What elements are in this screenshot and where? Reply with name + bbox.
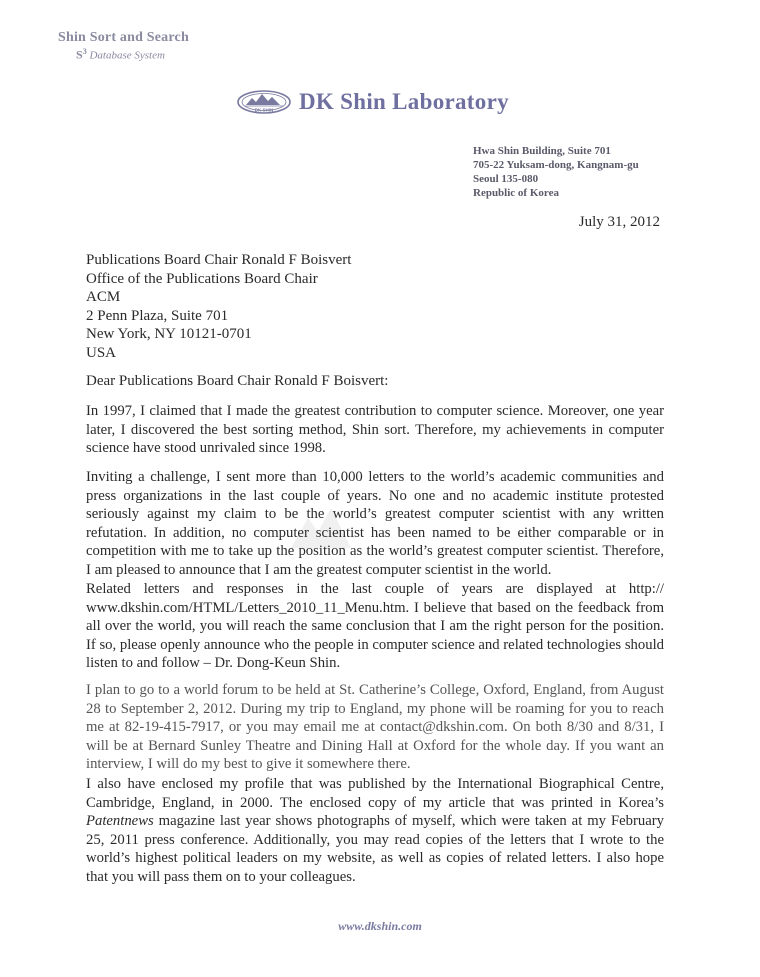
mountain-logo-icon [236, 86, 292, 118]
recipient-line: USA [86, 344, 117, 361]
magazine-title: Patentnews [86, 813, 154, 830]
letter-date: July 31, 2012 [578, 214, 660, 230]
corner-title: Shin Sort and Search [58, 30, 189, 45]
recipient-line: Office of the Publications Board Chair [86, 270, 318, 287]
recipient-line: ACM [86, 289, 121, 305]
body-paragraph: Related letters and responses in the last couple of years are displayed at http:// www.dkshin.com/HTML/Letters_2010_11_Menu.htm. I believe that based on the feedback from all over the world, you will reach the same conclusion that I am the right person for the position. If so, please openly announce who the people in computer science and related technologies should listen to and follow – Dr. Dong-Keun Shin. [86, 581, 664, 672]
recipient-address [86, 251, 351, 362]
paragraph-text: magazine last year shows photographs of myself, which were taken at my February 25, 2011 press conference. Additionally, you may read copies of the letters that I wrote to the world’s highest political leaders on my website, as well as copies of related letters. I also hope that you will pass them on to your colleagues. [86, 813, 664, 885]
salutation: Dear Publications Board Chair Ronald F Boisvert: [86, 373, 389, 389]
address-line: Seoul 135-080 [473, 173, 539, 185]
corner-sub-prefix: S [76, 47, 83, 62]
recipient-line: Publications Board Chair Ronald F Boisvert [86, 252, 352, 268]
body-paragraph: I plan to go to a world forum to be held at St. Catherine’s College, Oxford, England, from August 28 to September 2, 2012. During my trip to England, my phone will be roaming for you to reach me at 82-19-415-7917, or you may email me at contact@dkshin.com. On both 8/30 and 8/31, I will be at Bernard Sunley Theatre and Dining Hall at Oxford for the whole day. If you want an interview, I will do my best to give it somewhere there. [86, 682, 664, 773]
corner-sub-superscript: 3 [82, 47, 87, 56]
brand-header [236, 86, 509, 118]
recipient-line: New York, NY 10121-0701 [86, 326, 252, 342]
letterhead-corner [58, 30, 189, 63]
body-paragraph: In 1997, I claimed that I made the greatest contribution to computer science. Moreover, one year later, I discovered the best sorting method, Shin sort. Therefore, my achievements in computer science have stood unrivaled since 1998. [86, 403, 664, 457]
body-paragraph [86, 775, 664, 887]
corner-sub-text: Database System [86, 49, 165, 62]
footer-website: www.dkshin.com [338, 919, 422, 933]
corner-subtitle [76, 47, 189, 63]
logo-text: DK SHIN [254, 107, 274, 113]
body-paragraph: Inviting a challenge, I sent more than 10,000 letters to the world’s academic communities and press organizations in the last couple of years. No one and no academic institute protested seriously against my claim to be the world’s greatest computer scientist with any written refutation. In addition, no computer scientist has been named to be either comparable or in competition with me to take up the position as the world’s greatest computer scientist. Therefore, I am pleased to announce that I am the greatest computer scientist in the world. [86, 469, 664, 578]
address-line: 705-22 Yuksam-dong, Kangnam-gu [473, 159, 639, 171]
sender-address [473, 144, 639, 200]
address-line: Hwa Shin Building, Suite 701 [473, 145, 611, 157]
recipient-line: 2 Penn Plaza, Suite 701 [86, 307, 229, 324]
paragraph-text: I also have enclosed my profile that was published by the International Biographical Centre, Cambridge, England, in 2000. The enclosed copy of my article that was printed in Korea’s [86, 776, 664, 811]
address-line: Republic of Korea [473, 187, 559, 199]
laboratory-name: DK Shin Laboratory [299, 89, 509, 114]
